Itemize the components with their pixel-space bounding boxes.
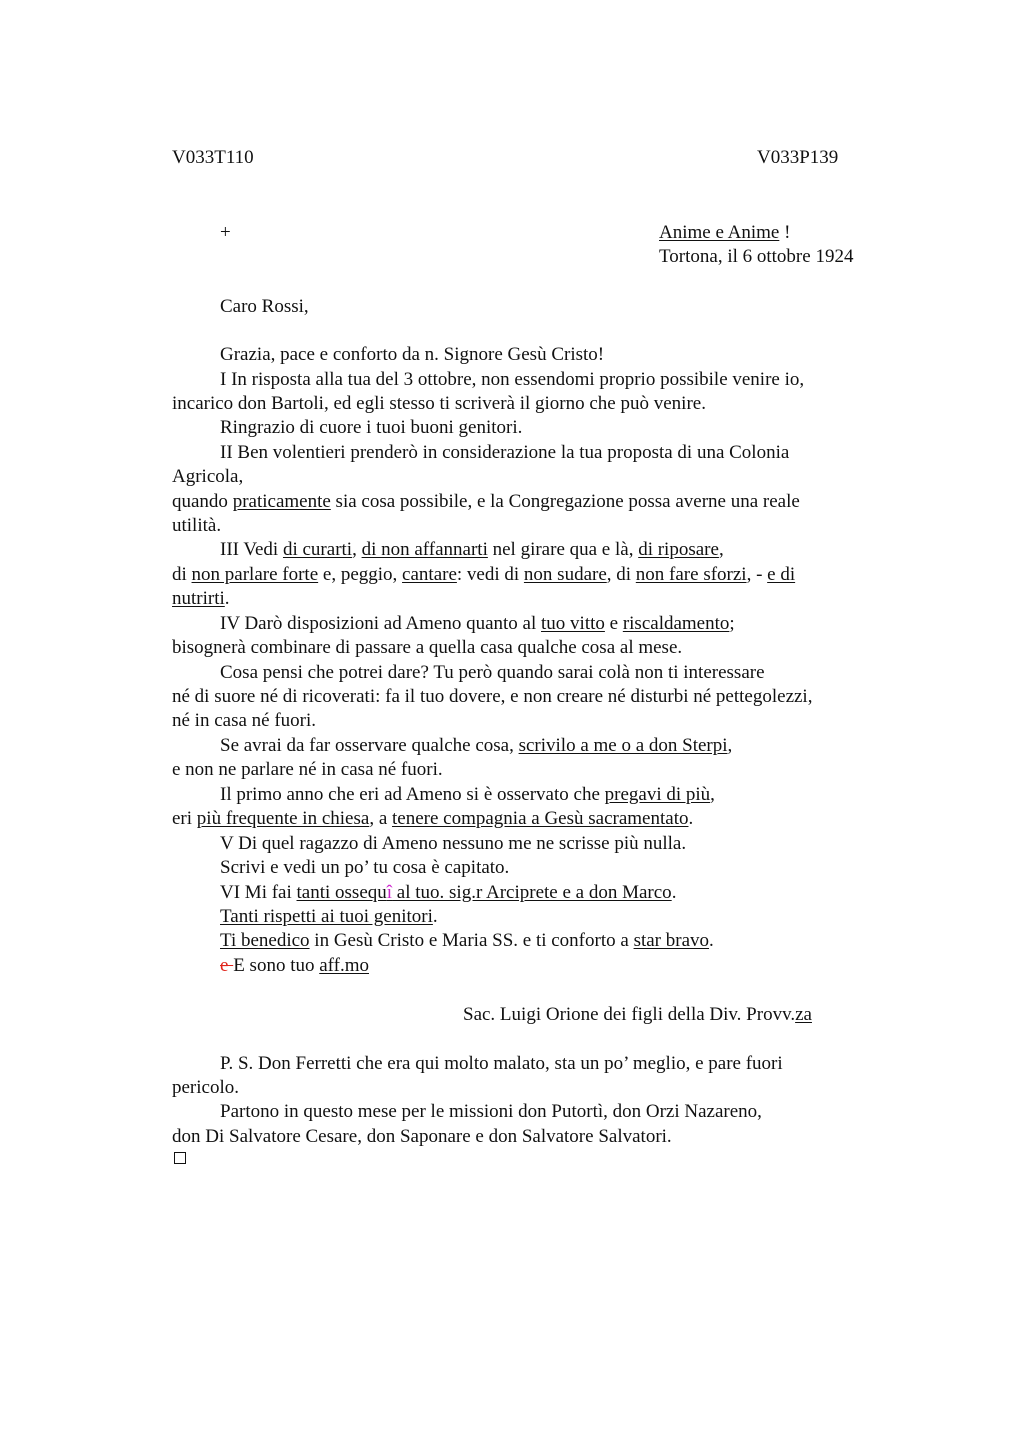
underlined-text: non parlare forte — [191, 564, 319, 585]
text-run: . — [671, 882, 677, 903]
underlined-text: tenere compagnia a Gesù sacramentato — [392, 808, 689, 829]
text-run: , di — [606, 564, 636, 585]
end-of-document-box — [174, 1152, 186, 1164]
motto-text: Anime e Anime — [659, 222, 780, 243]
postscript-line-3: Partono in questo mese per le missioni don Putortì, don Orzi Nazareno, — [220, 1101, 762, 1122]
paragraph-6-line-1 — [220, 734, 732, 758]
underlined-text: di non affannarti — [361, 539, 488, 560]
text-run: , — [710, 784, 715, 805]
underlined-text: Tanti rispetti ai tuoi genitori — [220, 906, 433, 927]
text-run: . — [688, 808, 694, 829]
underlined-text: di riposare — [638, 539, 719, 560]
paragraph-7-line-1 — [220, 783, 715, 807]
paragraph-1-line-1: I In risposta alla tua del 3 ottobre, non essendomi proprio possibile venire io, — [220, 369, 805, 390]
underlined-text: praticamente — [232, 491, 331, 512]
text-run: , — [718, 539, 724, 560]
cross-symbol: + — [220, 222, 231, 243]
underlined-text: più frequente in chiesa — [196, 808, 370, 829]
text-run: e, peggio, — [318, 564, 403, 585]
place-date: Tortona, il 6 ottobre 1924 — [659, 246, 854, 267]
text-run: . — [709, 930, 714, 951]
underlined-text: nutrirti — [172, 588, 225, 609]
underlined-text: cantare — [402, 564, 457, 585]
underlined-text: Ti benedico — [220, 930, 310, 951]
text-run: VI Mi fai — [220, 882, 297, 903]
underlined-text: non fare sforzi — [635, 564, 747, 585]
paragraph-4-line-2: bisognerà combinare di passare a quella casa qualche cosa al mese. — [172, 637, 683, 658]
underlined-text: riscaldamento — [622, 613, 730, 634]
paragraph-3-line-2 — [172, 563, 795, 587]
text-run: E sono tuo — [233, 955, 320, 976]
greeting: Grazia, pace e conforto da n. Signore Gesù Cristo! — [220, 344, 605, 365]
paragraph-5-line-1: Cosa pensi che potrei dare? Tu però quando sarai colà non ti interessare — [220, 662, 765, 683]
paragraph-2-line-2: Agricola, — [172, 466, 244, 487]
blessing-line — [220, 929, 714, 953]
text-run: , a — [369, 808, 392, 829]
text-run: Se avrai da far osservare qualche cosa, — [220, 735, 519, 756]
edited-character: î — [386, 882, 393, 903]
text-run: Il primo anno che eri ad Ameno si è osservato che — [220, 784, 605, 805]
closing-line — [220, 954, 369, 978]
paragraph-2-line-3 — [172, 490, 800, 514]
document-code-right: V033P139 — [757, 147, 839, 168]
text-run: in Gesù Cristo e Maria SS. e ti conforto a — [309, 930, 634, 951]
thanks-line: Ringrazio di cuore i tuoi buoni genitori. — [220, 417, 523, 438]
postscript-line-4: don Di Salvatore Cesare, don Saponare e don Salvatore Salvatori. — [172, 1126, 672, 1147]
text-run: , — [352, 539, 362, 560]
paragraph-5-line-2: né di suore né di ricoverati: fa il tuo dovere, e non creare né disturbi né pettegolezzi, — [172, 686, 813, 707]
respects-line — [220, 905, 438, 929]
postscript-line-1: P. S. Don Ferretti che era qui molto malato, sta un po’ meglio, e pare fuori — [220, 1053, 783, 1074]
text-run: nel girare qua e là, — [487, 539, 639, 560]
motto-punct: ! — [779, 222, 791, 243]
paragraph-7-line-2 — [172, 807, 693, 831]
text-run: quando — [172, 491, 233, 512]
paragraph-8-line-1: V Di quel ragazzo di Ameno nessuno me ne scrisse più nulla. — [220, 833, 687, 854]
text-run: , - — [746, 564, 768, 585]
underlined-text: scrivilo a me o a don Sterpi — [518, 735, 728, 756]
motto — [659, 221, 790, 245]
underlined-text: di curarti — [282, 539, 353, 560]
struck-text: e — [220, 955, 234, 976]
postscript-line-2: pericolo. — [172, 1077, 240, 1098]
text-run: e — [604, 613, 623, 634]
underlined-text: e di — [767, 564, 796, 585]
paragraph-3-line-1 — [220, 538, 724, 562]
underlined-text: tuo vitto — [541, 613, 605, 634]
text-run: III Vedi — [220, 539, 283, 560]
underlined-text: pregavi di più — [604, 784, 711, 805]
paragraph-2-line-4: utilità. — [172, 515, 222, 536]
underlined-text: non sudare — [523, 564, 607, 585]
underlined-text — [297, 882, 672, 903]
text-run: ; — [729, 613, 735, 634]
paragraph-5-line-3: né in casa né fuori. — [172, 710, 317, 731]
paragraph-9-line-1 — [220, 881, 676, 905]
paragraph-1-line-2: incarico don Bartoli, ed egli stesso ti scriverà il giorno che può venire. — [172, 393, 706, 414]
text-run: Sac. Luigi Orione dei figli della Div. Provv. — [463, 1004, 796, 1025]
underlined-text: za — [795, 1004, 812, 1025]
document-code-left: V033T110 — [172, 147, 254, 168]
text-run: eri — [172, 808, 197, 829]
underlined-text: aff.mo — [319, 955, 369, 976]
paragraph-8-line-2: Scrivi e vedi un po’ tu cosa è capitato. — [220, 857, 510, 878]
paragraph-6-line-2: e non ne parlare né in casa né fuori. — [172, 759, 443, 780]
salutation: Caro Rossi, — [220, 296, 309, 317]
signature — [463, 1003, 812, 1027]
text-run: sia cosa possibile, e la Congregazione possa averne una reale — [330, 491, 800, 512]
paragraph-4-line-1 — [220, 612, 735, 636]
text-run: IV Darò disposizioni ad Ameno quanto al — [220, 613, 542, 634]
text-run: al tuo. sig.r Arciprete e a don Marco — [392, 882, 672, 903]
text-run: di — [172, 564, 192, 585]
paragraph-2-line-1: II Ben volentieri prenderò in considerazione la tua proposta di una Colonia — [220, 442, 790, 463]
text-run: , — [727, 735, 733, 756]
paragraph-3-line-3 — [172, 587, 230, 611]
text-run: . — [224, 588, 230, 609]
text-run: : vedi di — [456, 564, 524, 585]
text-run: tanti ossequ — [296, 882, 387, 903]
text-run: . — [432, 906, 438, 927]
underlined-text: star bravo — [633, 930, 710, 951]
